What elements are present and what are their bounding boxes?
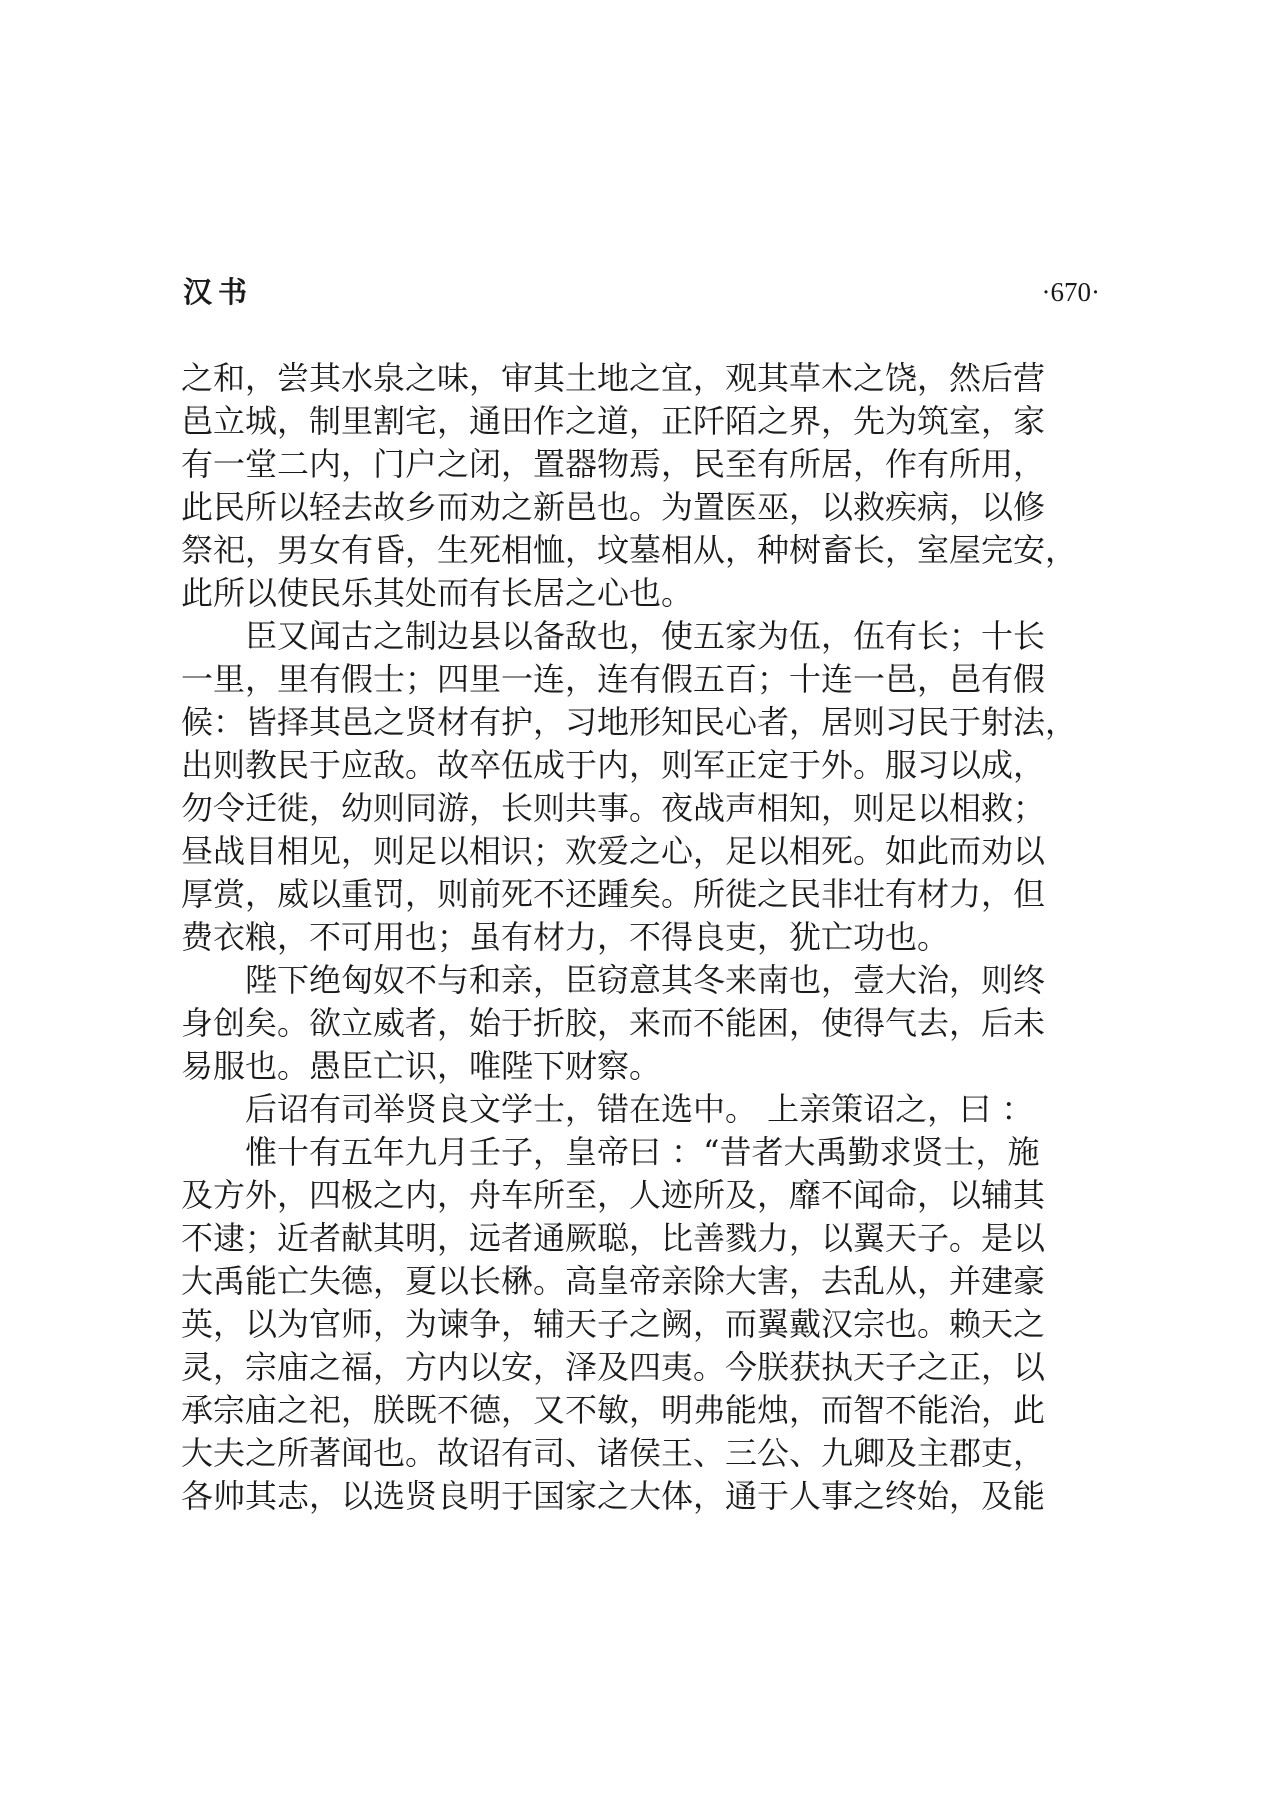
text-line: 昼战目相见，则足以相识；欢爱之心，足以相死。如此而劝以 [181,832,1046,870]
text-line: 灵，宗庙之福，方内以安，泽及四夷。今朕获执天子之正，以 [181,1348,1046,1386]
page-header [183,272,1100,312]
text-line: 陛下绝匈奴不与和亲，臣窃意其冬来南也，壹大治，则终 [245,961,1046,999]
text-line: 勿令迁徙，幼则同游，长则共事。夜战声相知，则足以相救； [181,789,1046,827]
text-line: 候：皆择其邑之贤材有护，习地形知民心者，居则习民于射法， [181,703,1078,741]
text-line: 之和，尝其水泉之味，审其土地之宜，观其草木之饶，然后营 [181,359,1046,397]
body-text [181,357,1101,1518]
text-line: 各帅其志，以选贤良明于国家之大体，通于人事之终始，及能 [181,1477,1046,1515]
text-line: 祭祀，男女有昏，生死相恤，坟墓相从，种树畜长，室屋完安， [181,531,1078,569]
text-line: 惟十有五年九月壬子，皇帝曰 ：“昔者大禹勤求贤士，施 [245,1133,1040,1171]
text-line: 承宗庙之祀，朕既不德，又不敏，明弗能烛，而智不能治，此 [181,1391,1046,1429]
text-line: 后诏有司举贤良文学士，错在选中。 上亲策诏之，曰 ： [245,1090,1034,1128]
text-line: 此民所以轻去故乡而劝之新邑也。为置医巫，以救疾病，以修 [181,488,1046,526]
text-line: 有一堂二内，门户之闭，置器物焉，民至有所居，作有所用， [181,445,1046,483]
text-line: 不逮；近者献其明，远者通厥聪，比善戮力，以翼天子。是以 [181,1219,1046,1257]
text-line: 费衣粮，不可用也；虽有材力，不得良吏，犹亡功也。 [181,918,950,956]
text-line: 身创矣。欲立威者，始于折胶，来而不能困，使得气去，后未 [181,1004,1046,1042]
text-line: 邑立城，制里割宅，通田作之道，正阡陌之界，先为筑室，家 [181,402,1046,440]
text-line: 厚赏，威以重罚，则前死不还踵矣。所徙之民非壮有材力，但 [181,875,1046,913]
text-line: 一里，里有假士；四里一连，连有假五百；十连一邑，邑有假 [181,660,1046,698]
text-line: 大禹能亡失德，夏以长楙。高皇帝亲除大害，去乱从，并建豪 [181,1262,1046,1300]
text-line: 英，以为官师，为谏争，辅天子之阙，而翼戴汉宗也。赖天之 [181,1305,1046,1343]
text-line: 大夫之所著闻也。故诏有司、诸侯王、三公、九卿及主郡吏， [181,1434,1046,1472]
text-line: 及方外，四极之内，舟车所至，人迹所及，靡不闻命，以辅其 [181,1176,1046,1214]
text-line: 此所以使民乐其处而有长居之心也。 [181,574,694,612]
text-line: 易服也。愚臣亡识，唯陛下财察。 [181,1047,662,1085]
page-number: ·670· [1041,277,1100,307]
text-line: 臣又闻古之制边县以备敌也，使五家为伍，伍有长；十长 [245,617,1046,655]
book-title: 汉书 [183,275,254,309]
text-line: 出则教民于应敌。故卒伍成于内，则军正定于外。服习以成， [181,746,1046,784]
